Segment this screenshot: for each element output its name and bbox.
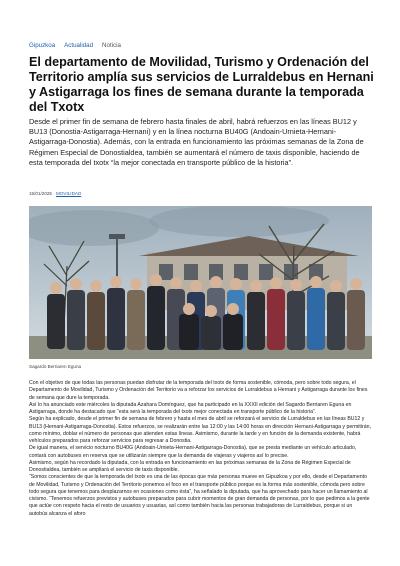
article-meta <box>29 191 81 196</box>
body-paragraph: “Somos conscientes de que la temporada del txotx es una de las épocas que más personas mueve en Gipuzkoa y por ello, desde el Departamento de Movilidad, Turismo y Ordenación del Territorio ponemos el foco en el transporte público porque es la forma más sostenible, cómoda pero sobre todo segura que tenemos para desplazarnos en ocasiones como ésta”, ha señalado la diputada, que ha aprovechado para hacer un llamamiento al civismo. “Tenemos refuerzos previstos y autobuses preparados para cubrir momentos de gran demanda de personas, por lo que pedimos a la gente que actúe con respeto hacia el resto de usuarios y usuarias, así como también hacia las personas trabajadoras de Lurraldebus, porque si un autobús alcanza el aforo <box>29 474 370 517</box>
photo-caption: Sagardo Berriaren Eguna <box>29 364 82 369</box>
article-date: 15/01/2025 <box>29 191 52 196</box>
body-paragraph: Con el objetivo de que todas las personas puedan disfrutar de la temporada del txotx de forma sostenible, cómoda, pero sobre todo segura, el Departamento de Movilidad, Turismo y Ordenación del Territorio va a reforzar los servicios de Lurraldebus a Hernani y Astigarraga durante los fines de semana que dure la temporada. <box>29 380 368 401</box>
article-category-link[interactable]: MOVILIDAD <box>56 191 82 196</box>
body-paragraph: Según ha explicado, desde el primer fin de semana de febrero y hasta el mes de abril se reforzará el servicio de Lurraldebus en las líneas BU12 y BU13 (Hernani-Astigarraga-Donostia). Estos refuerzos, se realizarán entre las 12:00 y las 14:00 horas en dirección Hernani-Astigarraga y permitirán, como mínimo, doblar el número de personas que atienden estas líneas. Asimismo, durante la tarde y en función de la demanda existente, habrá vehículos preparados para reforzar servicios para regresar a Donostia. <box>29 416 371 444</box>
article-body <box>29 380 372 518</box>
article-lede: Desde el primer fin de semana de febrero hasta finales de abril, habrá refuerzos en las líneas BU12 y BU13 (Donostia-Astigarraga-Hernani) y en la línea nocturna BU40G (Andoain-Urnieta-Hernani-Astigarraga-Donostia). Además, con la entrada en funcionamiento las próximas semanas de la Zona de Régimen Especial de Donostialdea, también se aumentará el número de taxis disponible, haciendo de esta temporada del txotx “la mejor conectada en transporte público de la historia”. <box>29 117 364 167</box>
breadcrumb <box>29 42 121 49</box>
body-paragraph: De igual manera, el servicio nocturno BU40G (Andoain-Urnieta-Hernani-Astigarraga-Donostia), que se presta mediante un vehículo articulado, contará con autobuses en reserva que se utilizarán siempre que la demanda de viajeras y viajeros así lo precise. <box>29 445 357 459</box>
breadcrumb-current: Noticia <box>102 42 121 49</box>
breadcrumb-item-actualidad[interactable]: Actualidad <box>64 42 94 49</box>
group-photo-illustration <box>29 206 372 359</box>
body-paragraph: Así lo ha anunciado este miércoles la diputada Azahara Domínguez, que ha participado en la XXXII edición del Sagardo Berriaren Eguna en Astigarraga, donde ha destacado que “esta será la temporada del txotx mejor conectada en transporte público de la historia”. <box>29 401 352 415</box>
body-paragraph: Asimismo, según ha recordado la diputada, con la entrada en funcionamiento en las próximas semanas de la Zona de Régimen Especial de Donostialdea, también se ampliará el servicio de taxis disponible. <box>29 459 351 473</box>
article-photo <box>29 206 372 359</box>
article-title: El departamento de Movilidad, Turismo y Ordenación del Territorio amplía sus servicios de Lurraldebus en Hernani y Astigarraga los fines de semana durante la temporada del Txotx <box>29 55 374 114</box>
breadcrumb-item-gipuzkoa[interactable]: Gipuzkoa <box>29 42 56 49</box>
